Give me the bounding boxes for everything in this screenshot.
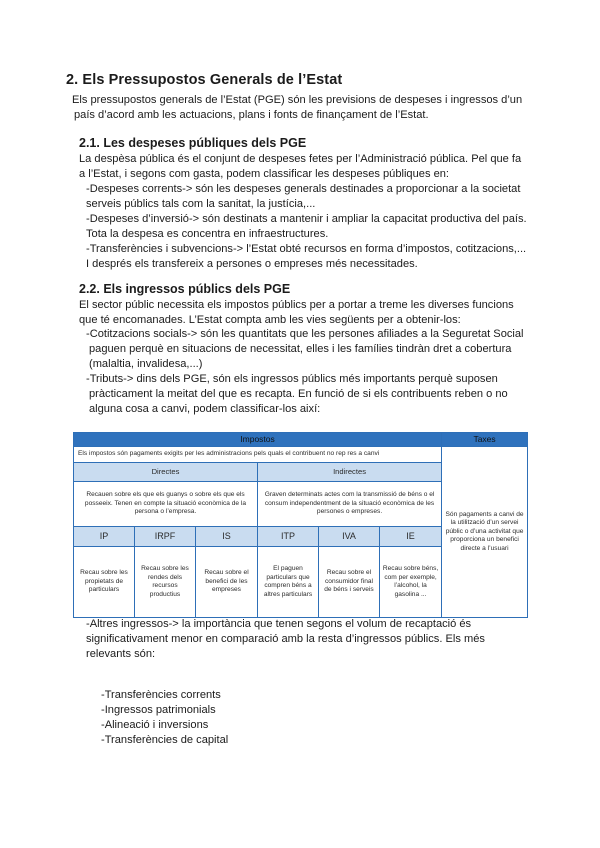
indirectes-header: Indirectes — [258, 463, 442, 482]
directes-header: Directes — [74, 463, 258, 482]
section-title: 2. Els Pressupostos Generals de l’Estat — [66, 72, 343, 88]
taxes-header: Taxes — [442, 433, 528, 447]
ingressos-item: alguna cosa a canvi, podem classificar-los així: — [89, 403, 321, 415]
indirectes-description: Graven determinats actes com la transmissió de béns o el consum independentment de la situació econòmica de les persones o empreses. — [258, 482, 442, 527]
tax-code-is: IS — [196, 527, 258, 547]
despeses-list — [86, 182, 527, 272]
altres-item: -Ingressos patrimonials — [101, 704, 216, 716]
ingressos-intro-line: El sector públic necessita els impostos públics per a portar a treme les diverses funcions — [79, 299, 514, 311]
despeses-item: serveis públics tals com la sanitat, la justícia,... — [86, 198, 316, 210]
despeses-item: -Despeses corrents-> són les despeses generals destinades a proporcionar a la societat — [86, 183, 521, 195]
despeses-item: -Despeses d’inversió-> són destinats a mantenir i ampliar la capacitat productiva del país. — [86, 213, 527, 225]
altres-item: -Transferències corrents — [101, 689, 221, 701]
altres-intro — [86, 617, 485, 662]
altres-list — [101, 688, 228, 748]
altres-intro-line: significativament menor en comparació amb la resta d’ingressos públics. Els més — [86, 633, 485, 645]
directes-description: Recauen sobre els que els guanys o sobre els que els posseeix. Tenen en compte la situació econòmica de la persona o l’empresa. — [74, 482, 258, 527]
despeses-item: -Transferències i subvencions-> l’Estat obté recursos en forma d’impostos, cotitzacions,... — [86, 243, 527, 255]
despeses-item: I després els transfereix a persones o empreses més necessitades. — [86, 258, 418, 270]
despeses-item: Tota la despesa es concentra en infraestructures. — [86, 228, 329, 240]
tax-code-ie: IE — [380, 527, 442, 547]
intro-line: país d’acord amb les actuacions, plans i fonts de finançament de l’Estat. — [74, 109, 429, 121]
tax-code-iva: IVA — [319, 527, 380, 547]
despeses-intro-line: a l’Estat, i segons com gasta, podem classificar les despeses públiques en: — [79, 168, 449, 180]
tax-description-itp: El paguen particulars que compren béns a altres particulars — [258, 547, 319, 618]
tax-code-ip: IP — [74, 527, 135, 547]
tax-code-itp: ITP — [258, 527, 319, 547]
intro-line: Els pressupostos generals de l’Estat (PGE) són les previsions de despeses i ingressos d’un — [72, 94, 523, 106]
altres-item: -Alineació i inversions — [101, 719, 209, 731]
despeses-intro-line: La despèsa pública és el conjunt de despeses fetes per l’Administració pública. Pel que fa — [79, 153, 522, 165]
ingressos-item: paguen perquè en situacions de necessitat, elles i les famílies tindràn dret a cobertura — [89, 343, 512, 355]
ingressos-intro-line: que té encomanades. L’Estat compta amb les vies següents per a obtenir-los: — [79, 314, 461, 326]
tax-code-irpf: IRPF — [135, 527, 196, 547]
altres-item: -Transferències de capital — [101, 734, 229, 746]
despeses-title: 2.1. Les despeses públiques dels PGE — [79, 136, 307, 150]
section-intro — [72, 93, 522, 123]
impostos-definition: Els impostos són pagaments exigits per les administracions pels quals el contribuent no rep res a canvi — [74, 447, 442, 463]
ingressos-item: -Cotitzacions socials-> són les quantitats que les persones afiliades a la Seguretat Social — [86, 328, 524, 340]
ingressos-list — [86, 327, 524, 417]
ingressos-item: pràcticament la meitat del que es recapta. En funció de si els contribuents reben o no — [89, 388, 508, 400]
impostos-header: Impostos — [74, 433, 442, 447]
ingressos-item: -Tributs-> dins dels PGE, són els ingressos públics més importants perquè suposen — [86, 373, 498, 385]
despeses-intro — [79, 152, 521, 182]
altres-intro-line: -Altres ingressos-> la importància que tenen segons el volum de recaptació és — [86, 618, 472, 630]
taxes-description: Són pagaments a canvi de la utilització d’un servei públic o d’una activitat que proporciona un benefici directe a l’usuari — [442, 447, 528, 618]
tributs-table — [73, 432, 528, 618]
tax-description-irpf: Recau sobre les rendes dels recursos productius — [135, 547, 196, 618]
tax-description-iva: Recau sobre el consumidor final de béns i serveis — [319, 547, 380, 618]
tax-description-ie: Recau sobre béns, com per exemple, l’alcohol, la gasolina ... — [380, 547, 442, 618]
ingressos-title: 2.2. Els ingressos públics dels PGE — [79, 282, 291, 296]
altres-intro-line: relevants són: — [86, 648, 156, 660]
ingressos-item: (malaltia, invalidesa,...) — [89, 358, 203, 370]
tax-description-ip: Recau sobre les propietats de particulars — [74, 547, 135, 618]
tax-description-is: Recau sobre el benefici de les empreses — [196, 547, 258, 618]
ingressos-intro — [79, 298, 514, 328]
